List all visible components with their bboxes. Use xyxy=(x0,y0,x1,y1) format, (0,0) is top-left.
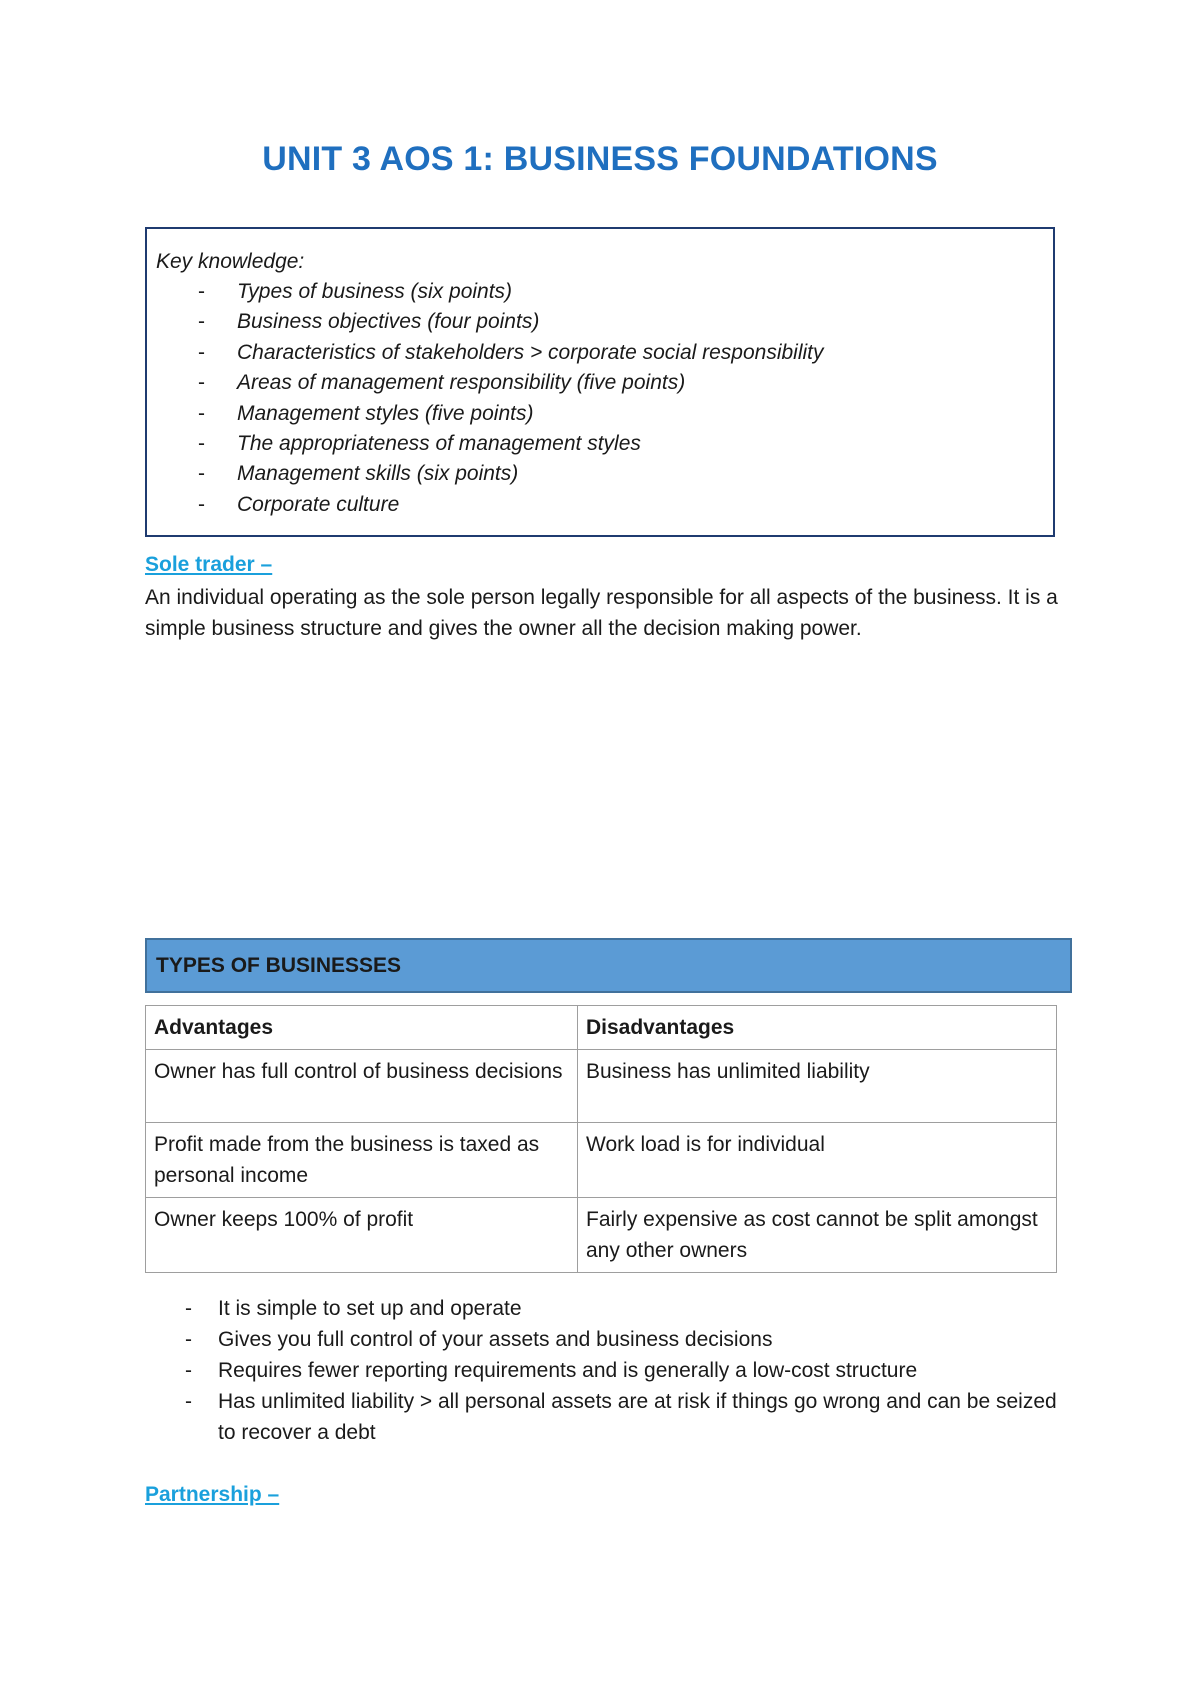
list-item: - Requires fewer reporting requirements and is generally a low-cost structure xyxy=(145,1355,1065,1386)
key-knowledge-item: - Areas of management responsibility (five points) xyxy=(156,368,1053,398)
key-knowledge-item: - Corporate culture xyxy=(156,490,1053,520)
table-cell-advantage: Profit made from the business is taxed as personal income xyxy=(146,1123,578,1198)
sole-trader-bullet-list xyxy=(145,1293,1065,1448)
sole-trader-description: An individual operating as the sole person legally responsible for all aspects of the business. It is a simple business structure and gives the owner all the decision making power. xyxy=(145,586,1058,640)
page-title: UNIT 3 AOS 1: BUSINESS FOUNDATIONS xyxy=(262,140,938,178)
key-knowledge-list xyxy=(156,277,1053,520)
list-item: - Has unlimited liability > all personal assets are at risk if things go wrong and can be seized to recover a debt xyxy=(145,1386,1065,1448)
key-knowledge-item: - Types of business (six points) xyxy=(156,277,1053,307)
key-knowledge-item: - The appropriateness of management styles xyxy=(156,429,1053,459)
table-header-row xyxy=(146,1006,1057,1050)
advantages-disadvantages-table xyxy=(145,1005,1057,1273)
table-row xyxy=(146,1050,1057,1123)
key-knowledge-item: - Management styles (five points) xyxy=(156,399,1053,429)
table-cell-disadvantage: Fairly expensive as cost cannot be split amongst any other owners xyxy=(578,1198,1057,1273)
list-item: - Gives you full control of your assets and business decisions xyxy=(145,1324,1065,1355)
sole-trader-heading[interactable]: Sole trader – xyxy=(145,553,273,576)
partnership-heading[interactable]: Partnership – xyxy=(145,1483,280,1506)
types-of-businesses-header: TYPES OF BUSINESSES xyxy=(145,938,1072,993)
key-knowledge-item: - Business objectives (four points) xyxy=(156,307,1053,337)
key-knowledge-item: - Management skills (six points) xyxy=(156,459,1053,489)
table-row xyxy=(146,1123,1057,1198)
list-item: - It is simple to set up and operate xyxy=(145,1293,1065,1324)
table-cell-advantage: Owner has full control of business decisions xyxy=(146,1050,578,1123)
column-header-advantages: Advantages xyxy=(146,1006,578,1050)
key-knowledge-box xyxy=(145,227,1055,537)
key-knowledge-heading: Key knowledge: xyxy=(156,250,305,273)
table-cell-disadvantage: Work load is for individual xyxy=(578,1123,1057,1198)
column-header-disadvantages: Disadvantages xyxy=(578,1006,1057,1050)
table-row xyxy=(146,1198,1057,1273)
key-knowledge-item: - Characteristics of stakeholders > corporate social responsibility xyxy=(156,338,1053,368)
table-cell-disadvantage: Business has unlimited liability xyxy=(578,1050,1057,1123)
table-cell-advantage: Owner keeps 100% of profit xyxy=(146,1198,578,1273)
